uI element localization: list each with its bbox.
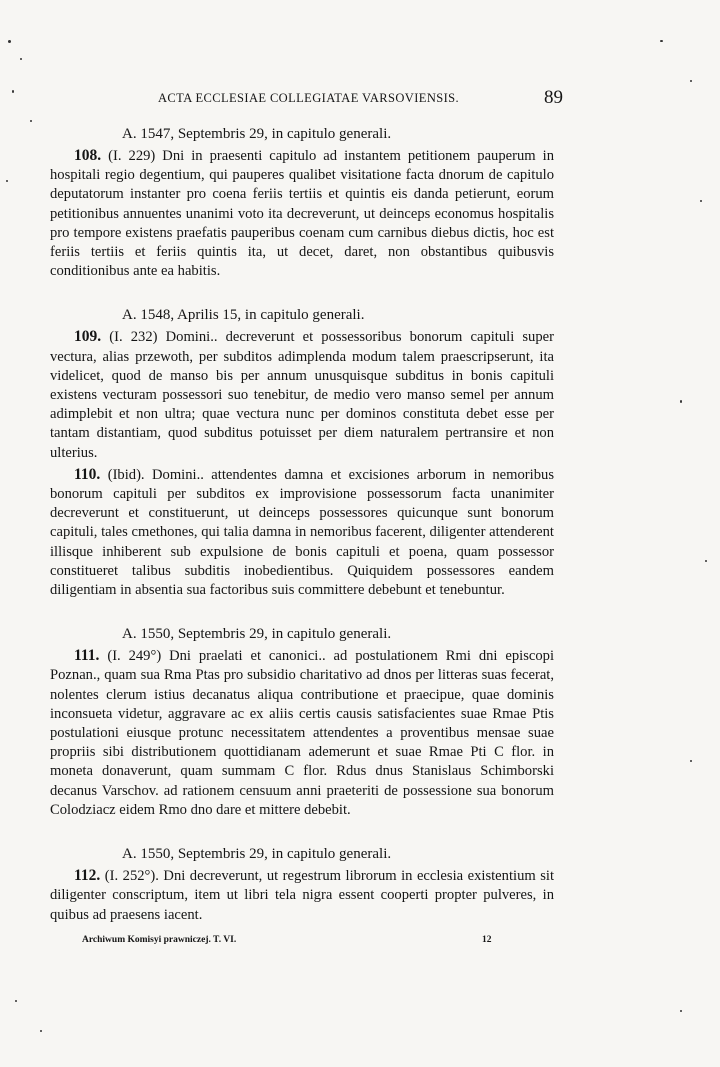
entry-number: 112. [74, 867, 101, 885]
entry-number: 109. [74, 328, 102, 346]
section-date: A. 1548, Aprilis 15, in capitulo generali. [122, 307, 365, 324]
entry-text: (I. 249°) Dni praelati et canonici.. ad postulationem Rmi dni episcopi Poznan., quam sua Rma Ptas pro subsidio charitativo ad dnos per litteras suas fecerat, nolentes clerum istius decanatus aliqua contributione et praecipue, quae dominis inconsueta videtur, aggravare ac ex aliis certis causis satisfacientes suae Rmae Ptis postulationi eiusque protunc necessitatem attendentes a proventibus mensae suae propriis sibi distributionem quottidianam ademerunt et suae Rmae Pti C flor. in moneta donaverunt, quam summam C flor. Rdus dnus Stanislaus Schimborski decanus Varschov. ad rationem censuum anni praeteriti de possessione sua bonorum Colodziacz eidem Rmo dno dare et mittere debebit. [50, 648, 554, 818]
entry-number: 108. [74, 147, 102, 164]
entry-text: (I. 232) Domini.. decreverunt et possessoribus bonorum capituli super vectura, alias przewoth, per subditos adimplenda modum talem praescripserunt, ita videlicet, quod de manso bis per annum unusquisque subditus in bonis capituli existens vecturam possessori suo tenebitur, de medio vero manso semel per annum adimplebit et non ultra; quae vectura nunc per dominos constituta debet esse per tantam distantiam, quod subditus potuisset per diem naturalem pertransire et non ulterius. [50, 329, 554, 461]
footer-signature: Archiwum Komisyi prawniczej. T. VI. [82, 935, 237, 945]
entry-number: 111. [74, 647, 100, 665]
entry-110 [50, 465, 554, 600]
entry-number: 110. [74, 465, 101, 483]
body-text [50, 124, 554, 925]
entry-text: (I. 252°). Dni decreverunt, ut regestrum librorum in ecclesia existentium sit diligenter conscriptum, item ut libri tela nigra essent cooperti propter pulveres, in quibus ad praesens iacent. [50, 868, 555, 923]
section-date: A. 1547, Septembris 29, in capitulo generali. [122, 126, 392, 142]
page-number: 89 [544, 87, 563, 108]
entry-text: (I. 229) Dni in praesenti capitulo ad instantem petitionem pauperum in hospitali regio degentium, qui pauperes qualibet visitatione facta dnorum de capitulo deputatorum instanter pro coena feriis tertiis et quintis eis danda petierunt, eorum petitionibus annuentes unanimi voto ita decreverunt, ut deinceps economus hospitalis pro tempore existens praefatis pauperibus coenam cum carnibus diebus dictis, hoc est feriis tertiis et feriis quintis ita, ut decet, daret, non obstantibus quibusvis conditionibus ante ea habitis. [50, 148, 555, 280]
running-header [0, 87, 720, 111]
section-date: A. 1550, Septembris 29, in capitulo generali. [122, 846, 392, 863]
header-title: ACTA ECCLESIAE COLLEGIATAE VARSOVIENSIS. [158, 91, 460, 105]
entry-109 [50, 327, 554, 462]
entry-111 [50, 646, 554, 820]
entry-text: (Ibid). Domini.. attendentes damna et excisiones arborum in nemoribus bonorum capituli per subditos ex improvisione possessorum facta unanimiter decreverunt et constituerunt, ut deinceps possessores quicunque sunt bonorum capituli, tales cmethones, qui talia damna in nemoribus facerent, diligenter attenderent illisque inhiberent sub expulsione de bonis capituli et poena, quam possessor constitueret talibus subditis inobedientibus. Quiquidem possessores eandem diligentiam in absentia sua factoribus suis committere debebunt et tenebuntur. [50, 466, 554, 599]
section-date: A. 1550, Septembris 29, in capitulo generali. [122, 626, 392, 643]
entry-112 [50, 866, 554, 925]
sheet-number: 12 [482, 935, 492, 945]
entry-108 [50, 146, 554, 281]
